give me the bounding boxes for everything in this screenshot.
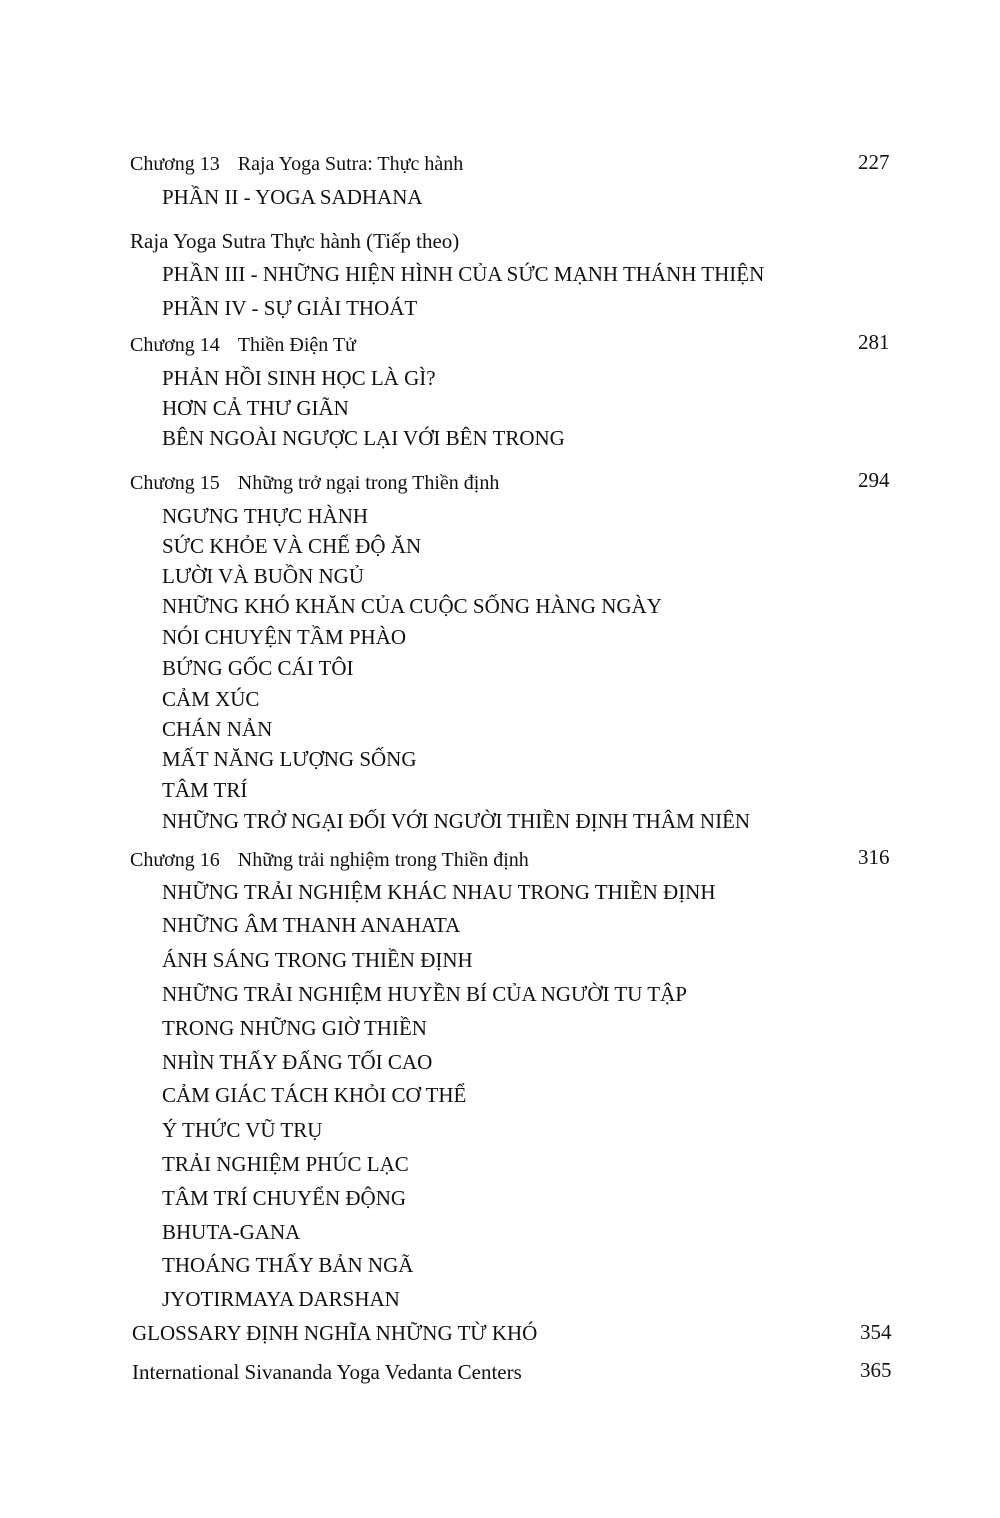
page-number-227: 227: [858, 150, 890, 174]
chapter-title: Những trở ngại trong Thiền định: [237, 472, 500, 494]
toc-subsection: NHỮNG TRẢI NGHIỆM HUYỀN BÍ CỦA NGƯỜI TU TẬP: [162, 982, 687, 1006]
page-number-294: 294: [858, 468, 890, 492]
toc-subsection: ÁNH SÁNG TRONG THIỀN ĐỊNH: [162, 948, 473, 972]
toc-subsection: CẢM XÚC: [162, 687, 260, 711]
chapter-title: Những trải nghiệm trong Thiền định: [237, 849, 529, 871]
toc-subsection: PHẦN IV - SỰ GIẢI THOÁT: [162, 296, 418, 320]
toc-subsection: TRẢI NGHIỆM PHÚC LẠC: [162, 1152, 409, 1176]
toc-subsection: CHÁN NẢN: [162, 717, 273, 741]
toc-subsection: JYOTIRMAYA DARSHAN: [162, 1287, 400, 1311]
toc-subsection: NHỮNG TRỞ NGẠI ĐỐI VỚI NGƯỜI THIỀN ĐỊNH THÂM NIÊN: [162, 809, 751, 833]
chapter-label: Chương 16: [130, 849, 220, 871]
toc-subsection: BHUTA-GANA: [162, 1220, 301, 1244]
toc-glossary: GLOSSARY ĐỊNH NGHĨA NHỮNG TỪ KHÓ: [132, 1321, 538, 1345]
toc-subsection: CẢM GIÁC TÁCH KHỎI CƠ THỂ: [162, 1083, 467, 1107]
toc-subsection: HƠN CẢ THƯ GIÃN: [162, 396, 349, 420]
toc-subsection: NGƯNG THỰC HÀNH: [162, 504, 369, 528]
toc-subsection: TRONG NHỮNG GIỜ THIỀN: [162, 1016, 427, 1040]
toc-subsection: NHỮNG ÂM THANH ANAHATA: [162, 913, 461, 937]
toc-subsection: PHẦN III - NHỮNG HIỆN HÌNH CỦA SỨC MẠNH THÁNH THIỆN: [162, 262, 765, 286]
toc-subsection: MẤT NĂNG LƯỢNG SỐNG: [162, 747, 417, 771]
chapter-title: Thiền Điện Tử: [237, 334, 356, 356]
chapter-title: Raja Yoga Sutra: Thực hành: [237, 153, 464, 175]
page-number-365: 365: [860, 1358, 892, 1382]
toc-subsection: LƯỜI VÀ BUỒN NGỦ: [162, 564, 364, 588]
toc-chapter-15: [130, 471, 499, 495]
toc-subsection: PHẦN II - YOGA SADHANA: [162, 185, 423, 209]
page-number-316: 316: [858, 845, 890, 869]
toc-centers: International Sivananda Yoga Vedanta Centers: [132, 1360, 522, 1384]
toc-chapter-14: [130, 333, 356, 357]
toc-section: Raja Yoga Sutra Thực hành (Tiếp theo): [130, 229, 460, 253]
chapter-label: Chương 15: [130, 472, 220, 494]
chapter-label: Chương 13: [130, 153, 220, 175]
toc-subsection: BỨNG GỐC CÁI TÔI: [162, 656, 354, 680]
toc-subsection: NHỮNG TRẢI NGHIỆM KHÁC NHAU TRONG THIỀN ĐỊNH: [162, 880, 716, 904]
toc-subsection: TÂM TRÍ CHUYỂN ĐỘNG: [162, 1186, 407, 1210]
toc-subsection: PHẢN HỒI SINH HỌC LÀ GÌ?: [162, 366, 436, 390]
toc-subsection: BÊN NGOÀI NGƯỢC LẠI VỚI BÊN TRONG: [162, 426, 565, 450]
toc-chapter-16: [130, 848, 529, 872]
toc-subsection: NÓI CHUYỆN TẦM PHÀO: [162, 625, 407, 649]
toc-subsection: THOÁNG THẤY BẢN NGÃ: [162, 1253, 414, 1277]
chapter-label: Chương 14: [130, 334, 220, 356]
toc-subsection: NHÌN THẤY ĐẤNG TỐI CAO: [162, 1050, 433, 1074]
toc-subsection: NHỮNG KHÓ KHĂN CỦA CUỘC SỐNG HÀNG NGÀY: [162, 594, 662, 618]
toc-chapter-13: [130, 152, 463, 176]
page-number-281: 281: [858, 330, 890, 354]
toc-subsection: Ý THỨC VŨ TRỤ: [162, 1118, 323, 1142]
toc-subsection: TÂM TRÍ: [162, 778, 248, 802]
page-number-354: 354: [860, 1320, 892, 1344]
toc-subsection: SỨC KHỎE VÀ CHẾ ĐỘ ĂN: [162, 534, 422, 558]
